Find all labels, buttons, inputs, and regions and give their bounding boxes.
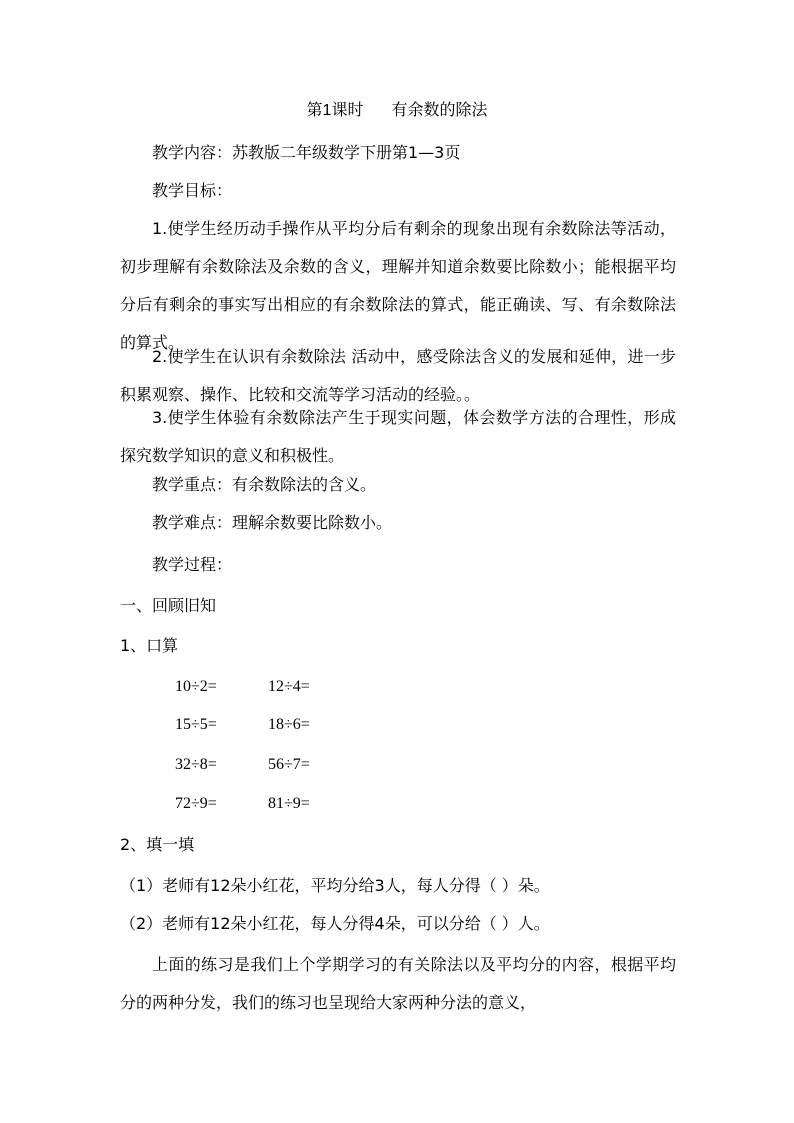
calc-right-4: 81÷9=	[268, 795, 310, 812]
difficulty: 教学难点：理解余数要比除数小。	[152, 513, 393, 532]
key-point: 教学重点：有余数除法的含义。	[152, 475, 377, 494]
process-heading: 教学过程：	[152, 555, 233, 574]
goals-heading: 教学目标：	[152, 181, 233, 200]
calc-right-1: 12÷4=	[268, 678, 310, 695]
goal-3-paragraph: 3.使学生体验有余数除法产生于现实问题，体会数学方法的合理性，形成探究数学知识的意义和积极性。	[120, 408, 676, 465]
section-review: 一、回顾旧知	[120, 596, 217, 615]
item-fill-in: 2、填一填	[120, 835, 195, 854]
goal-1-paragraph: 1.使学生经历动手操作从平均分后有剩余的现象出现有余数除法等活动，初步理解有余数除法及余数的含义，理解并知道余数要比除数小；能根据平均分后有剩余的事实写出相应的有余数除法的算式，能正确读、写、有余数除法的算式。	[120, 219, 676, 352]
fill-question-2: （2）老师有12朵小红花，每人分得4朵，可以分给（ ）人。	[120, 914, 550, 933]
closing-paragraph: 上面的练习是我们上个学期学习的有关除法以及平均分的内容，根据平均分的两种分发，我们的练习也呈现给大家两种分法的意义，	[120, 955, 676, 1012]
calc-left-2: 15÷5=	[175, 716, 217, 733]
title-number: 1	[322, 102, 332, 119]
calc-left-3: 32÷8=	[175, 756, 217, 773]
goal-2-paragraph: 2.使学生在认识有余数除法 活动中，感受除法含义的发展和延伸，进一步积累观察、操作、比较和交流等学习活动的经验。。	[120, 347, 676, 404]
calc-left-4: 72÷9=	[175, 795, 217, 812]
teaching-content: 教学内容：苏教版二年级数学下册第1—3页	[152, 143, 461, 162]
fill-question-1: （1）老师有12朵小红花，平均分给3人，每人分得（ ）朵。	[120, 876, 550, 895]
lesson-title	[0, 98, 794, 123]
item-mental-calculation: 1、口算	[120, 636, 179, 655]
title-topic: 有余数的除法	[391, 100, 488, 119]
calc-left-1: 10÷2=	[175, 678, 217, 695]
calc-right-2: 18÷6=	[268, 716, 310, 733]
calc-right-3: 56÷7=	[268, 756, 310, 773]
title-prefix: 第	[306, 100, 323, 119]
title-suffix: 课时	[331, 100, 364, 119]
